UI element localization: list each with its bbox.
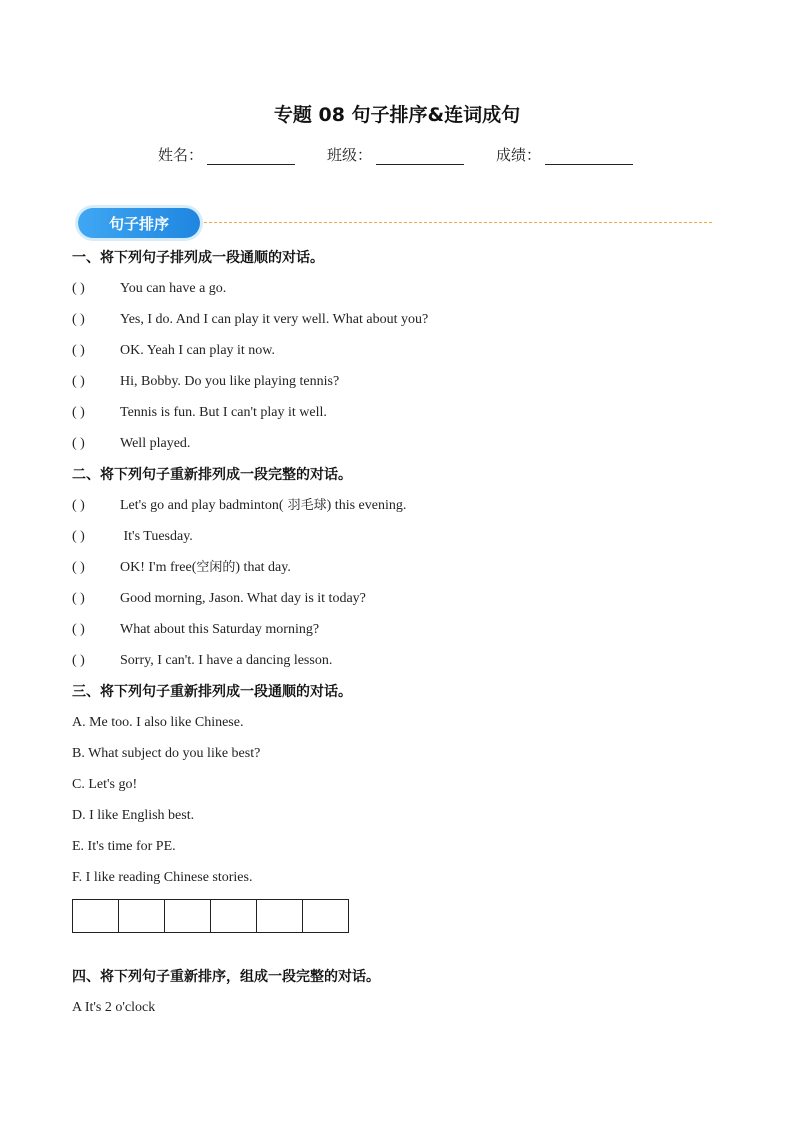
q2-item (72, 496, 732, 527)
name-blank[interactable] (207, 148, 295, 165)
name-field (158, 144, 295, 165)
question-1-heading: 一、将下列句子排列成一段通顺的对话。 (72, 250, 324, 266)
answer-paren[interactable]: ( ) (72, 560, 85, 575)
answer-paren[interactable]: ( ) (72, 343, 85, 358)
q2-item-text: What about this Saturday morning? (120, 622, 320, 637)
q2-item-text: Good morning, Jason. What day is it today? (120, 591, 366, 606)
q3-option: A. Me too. I also like Chinese. (72, 715, 244, 730)
worksheet-content (72, 248, 732, 1029)
class-blank[interactable] (376, 148, 464, 165)
answer-paren[interactable]: ( ) (72, 312, 85, 327)
q3-option: C. Let's go! (72, 777, 138, 792)
q2-item-text: Sorry, I can't. I have a dancing lesson. (120, 653, 333, 668)
answer-paren[interactable]: ( ) (72, 498, 85, 513)
q1-item (72, 310, 732, 341)
score-label: 成绩： (496, 146, 542, 164)
answer-paren[interactable]: ( ) (72, 374, 85, 389)
q1-item (72, 434, 732, 465)
q3-option: F. I like reading Chinese stories. (72, 870, 253, 885)
q1-item (72, 341, 732, 372)
spacer (72, 933, 732, 967)
q1-item (72, 279, 732, 310)
q2-item (72, 589, 732, 620)
answer-cell[interactable] (165, 900, 211, 932)
q2-item-gloss: 羽毛球 (283, 498, 327, 513)
q2-item-text: It's Tuesday. (120, 529, 193, 544)
answer-paren[interactable]: ( ) (72, 653, 85, 668)
section-banner: 句子排序 (78, 208, 200, 238)
q2-item (72, 620, 732, 651)
q4-option: A It's 2 o'clock (72, 1000, 156, 1015)
q2-item (72, 558, 732, 589)
answer-grid (72, 899, 349, 933)
score-blank[interactable] (545, 148, 633, 165)
q1-item (72, 372, 732, 403)
q2-item-text-tail: ) this evening. (326, 498, 407, 513)
answer-cell[interactable] (211, 900, 257, 932)
q1-item-text: OK. Yeah I can play it now. (120, 343, 276, 358)
q3-option: B. What subject do you like best? (72, 746, 261, 761)
class-label: 班级： (327, 146, 373, 164)
name-label: 姓名： (158, 146, 204, 164)
answer-cell[interactable] (73, 900, 119, 932)
q2-item (72, 651, 732, 682)
q1-item (72, 403, 732, 434)
q1-item-text: Yes, I do. And I can play it very well. What about you? (120, 312, 429, 327)
q2-item-text-tail: ) that day. (235, 560, 291, 575)
q1-item-text: Hi, Bobby. Do you like playing tennis? (120, 374, 340, 389)
score-field (496, 144, 633, 165)
q1-item-text: Tennis is fun. But I can't play it well. (120, 405, 327, 420)
answer-paren[interactable]: ( ) (72, 591, 85, 606)
q2-item-text: OK! I'm free( (120, 560, 197, 575)
answer-paren[interactable]: ( ) (72, 436, 85, 451)
answer-paren[interactable]: ( ) (72, 405, 85, 420)
section-divider (204, 222, 712, 223)
q2-item (72, 527, 732, 558)
answer-cell[interactable] (257, 900, 303, 932)
question-4-heading: 四、将下列句子重新排序，组成一段完整的对话。 (72, 969, 380, 985)
answer-cell[interactable] (119, 900, 165, 932)
q2-item-text: Let's go and play badminton( (120, 498, 284, 513)
student-info-row (158, 144, 633, 165)
page-title: 专题 08 句子排序&连词成句 (273, 104, 521, 126)
q1-item-text: You can have a go. (120, 281, 227, 296)
answer-paren[interactable]: ( ) (72, 529, 85, 544)
answer-paren[interactable]: ( ) (72, 281, 85, 296)
class-field (327, 144, 464, 165)
answer-paren[interactable]: ( ) (72, 622, 85, 637)
answer-cell[interactable] (303, 900, 348, 932)
q3-option: E. It's time for PE. (72, 839, 176, 854)
q2-item-gloss: 空闲的 (196, 560, 236, 575)
q3-option: D. I like English best. (72, 808, 195, 823)
question-3-heading: 三、将下列句子重新排列成一段通顺的对话。 (72, 684, 352, 700)
q1-item-text: Well played. (120, 436, 191, 451)
question-2-heading: 二、将下列句子重新排列成一段完整的对话。 (72, 467, 352, 483)
